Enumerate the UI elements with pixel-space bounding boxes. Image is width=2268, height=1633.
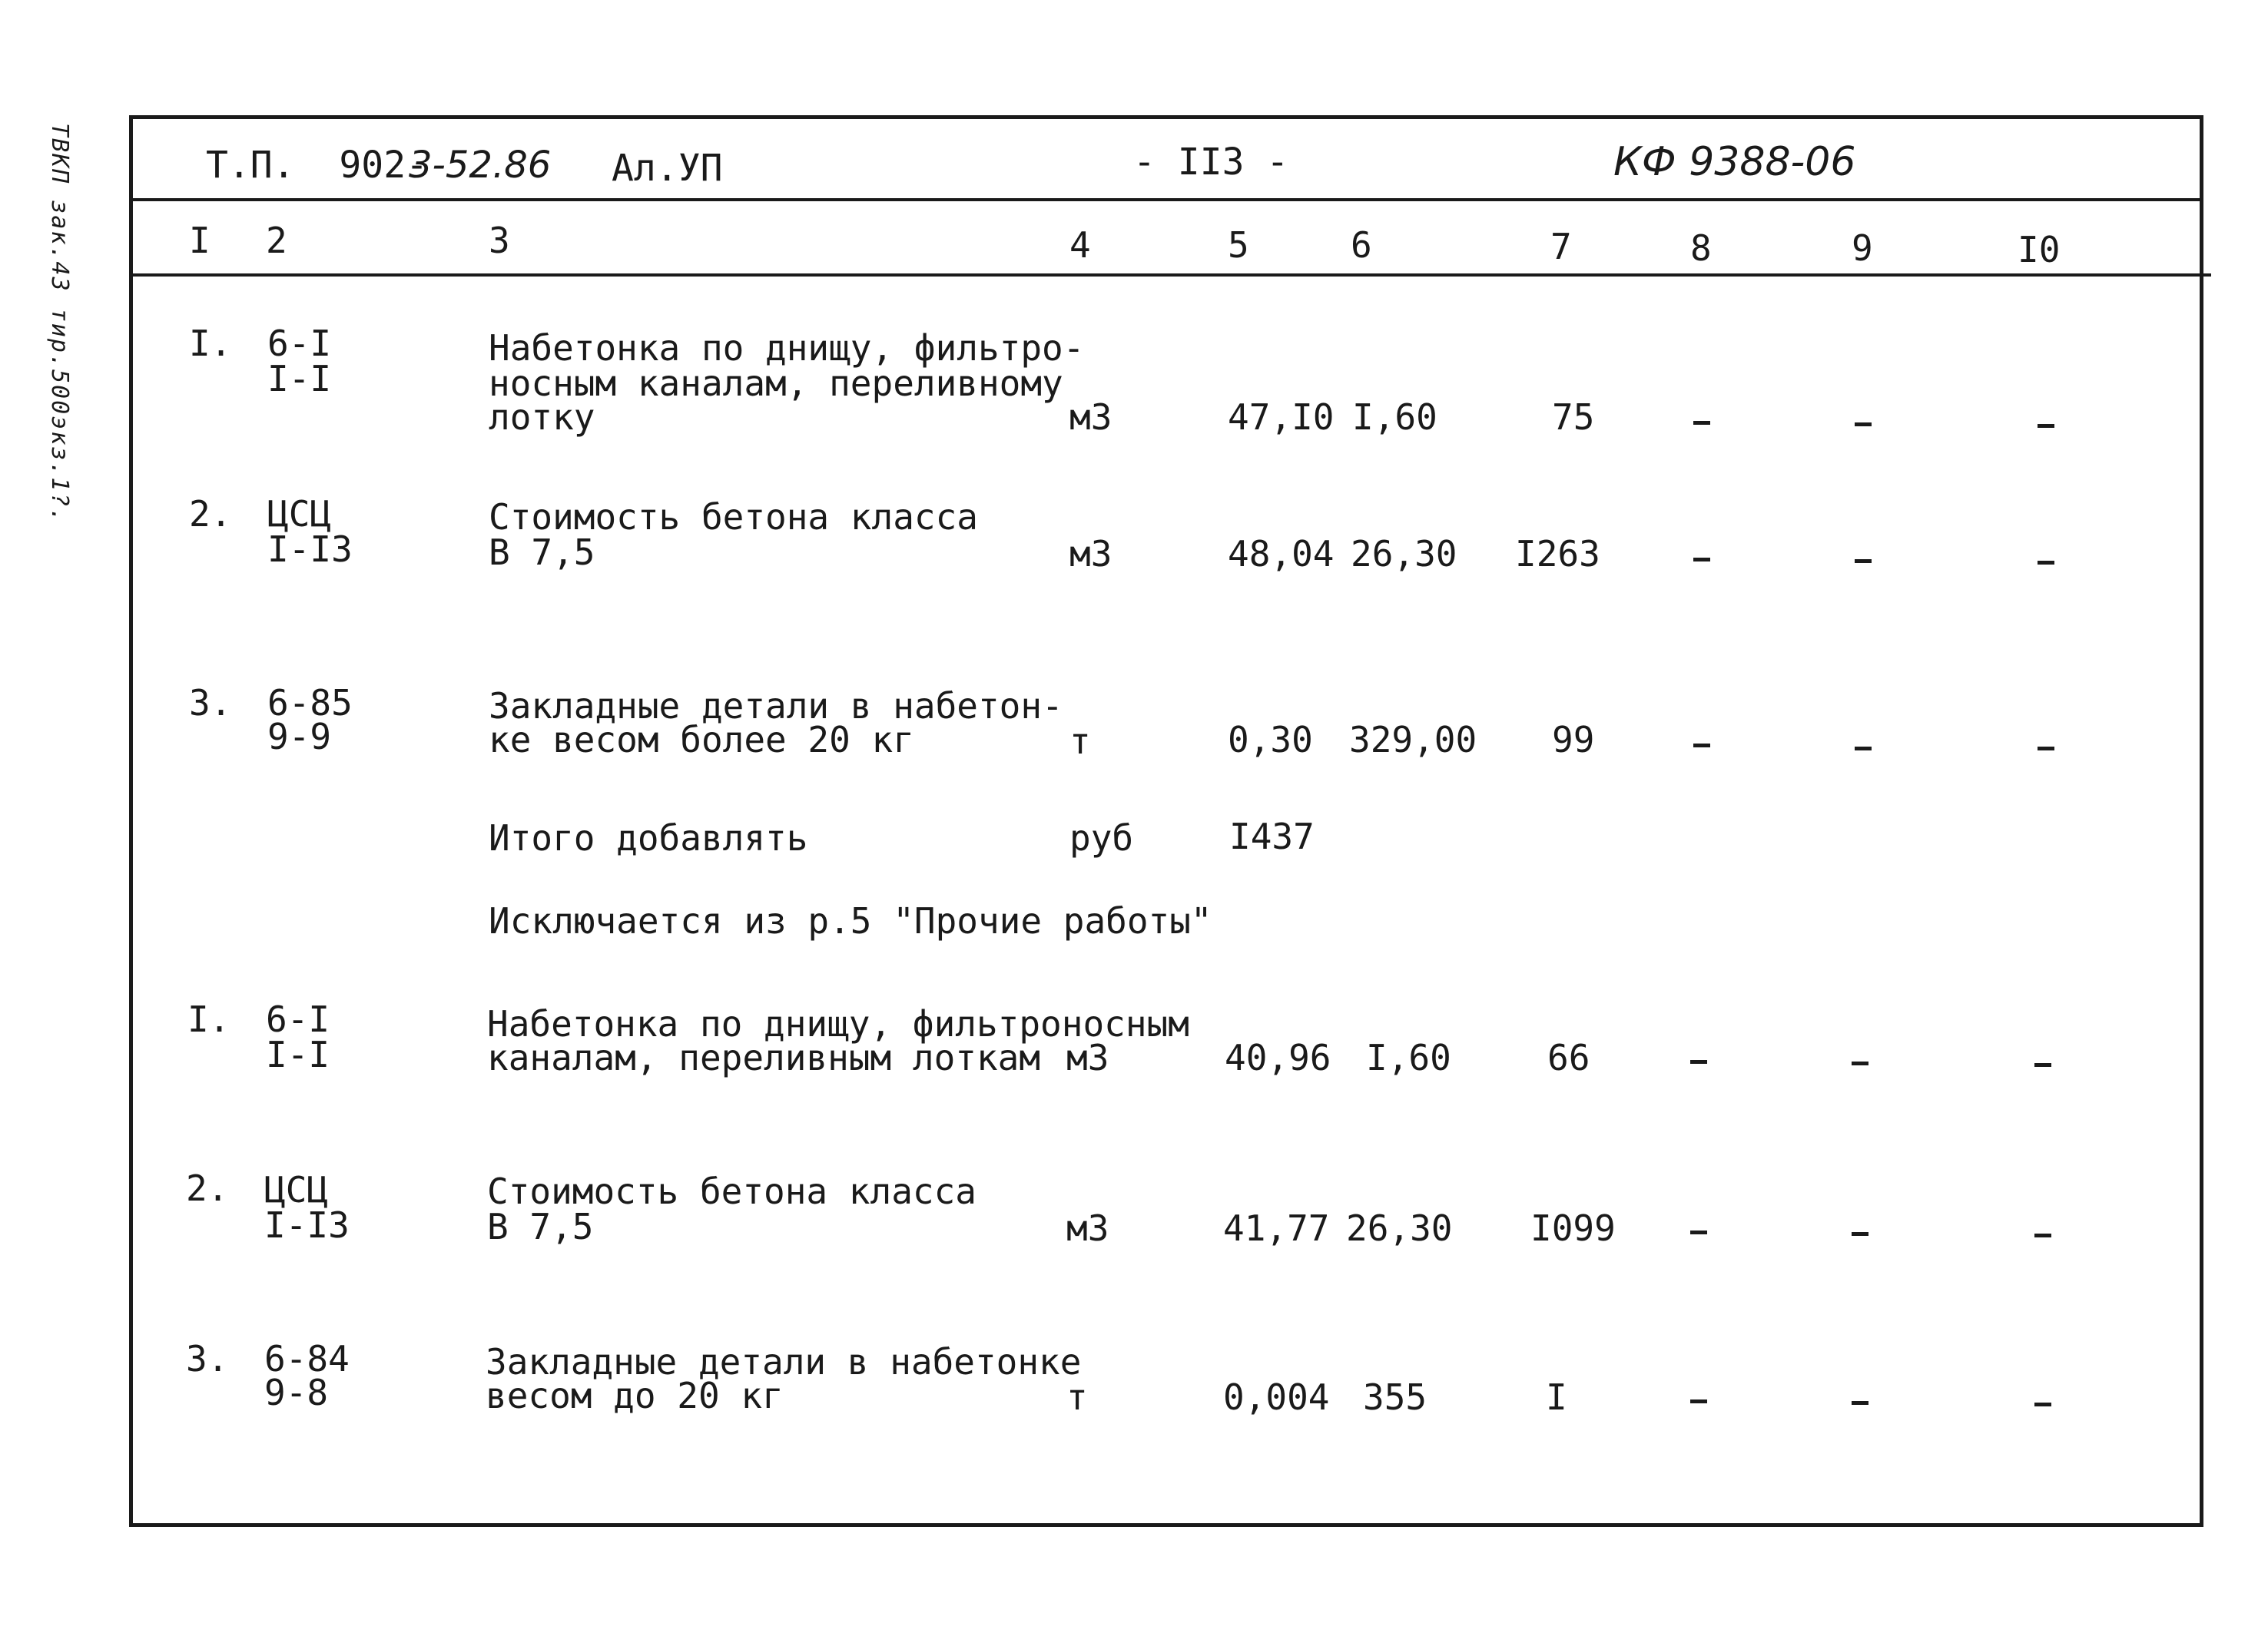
- row-col9-dash: [1855, 747, 1872, 750]
- row-col9-dash: [1852, 1232, 1868, 1236]
- row-desc-line-2: каналам, переливным лоткам: [487, 1037, 1041, 1078]
- row-quantity: 0,30: [1228, 719, 1313, 760]
- row-col10-dash: [2034, 1063, 2051, 1067]
- column-header-rule: [129, 273, 2211, 277]
- row-col9-dash: [1852, 1401, 1868, 1405]
- row-cost: 66: [1547, 1037, 1590, 1078]
- row-desc-line-1: Закладные детали в набетонке: [486, 1341, 1082, 1383]
- header-code-handwritten: 3-52.86: [409, 144, 552, 187]
- row-cost: 99: [1552, 719, 1595, 760]
- row-code-1: 6-85: [267, 682, 353, 724]
- col-header-1: I: [189, 220, 211, 261]
- total-value: I437: [1229, 816, 1315, 857]
- row-desc-line-1: Набетонка по днищу, фильтро-: [489, 327, 1085, 369]
- col-header-3: 3: [489, 220, 510, 261]
- row-price: 329,00: [1349, 719, 1477, 760]
- col-header-6: 6: [1351, 224, 1372, 266]
- header-page-number: - II3 -: [1133, 141, 1289, 184]
- row-desc-line-3: лотку: [489, 396, 595, 438]
- row-number: I.: [187, 999, 230, 1040]
- row-number: 2.: [189, 493, 232, 535]
- row-code-1: 6-I: [267, 323, 332, 364]
- row-quantity: 47,I0: [1228, 396, 1335, 438]
- row-cost: 75: [1552, 396, 1595, 438]
- header-album: Ал.УП: [612, 147, 723, 190]
- row-col10-dash: [2034, 1403, 2051, 1406]
- row-cost: I263: [1515, 533, 1600, 575]
- side-note: ТВКП зак.43 тир.500экз.1?.: [46, 123, 73, 524]
- row-col9-dash: [1852, 1062, 1868, 1065]
- row-desc-line-1: Стоимость бетона класса: [489, 496, 978, 538]
- row-unit: т: [1069, 720, 1091, 762]
- row-price: 26,30: [1346, 1207, 1453, 1249]
- row-col10-dash: [2038, 424, 2054, 428]
- row-code-2: 9-9: [267, 716, 332, 757]
- row-desc-line-1: Стоимость бетона класса: [487, 1171, 976, 1212]
- excluded-note: Исключается из р.5 "Прочие работы": [489, 900, 1212, 942]
- row-code-2: 9-8: [264, 1372, 329, 1413]
- row-col8-dash: [1693, 421, 1710, 425]
- header-tp: Т.П. 902-: [206, 144, 428, 187]
- row-code-2: I-I: [267, 358, 332, 399]
- row-cost: I: [1546, 1376, 1567, 1418]
- row-quantity: 40,96: [1225, 1037, 1331, 1078]
- row-number: 3.: [189, 682, 232, 724]
- row-unit: м3: [1069, 533, 1112, 575]
- row-col9-dash: [1855, 559, 1872, 563]
- row-col8-dash: [1690, 1231, 1707, 1234]
- col-header-4: 4: [1069, 224, 1091, 266]
- row-code-2: I-I3: [267, 528, 353, 570]
- row-col10-dash: [2038, 561, 2054, 565]
- row-code-1: ЦСЦ: [267, 493, 332, 535]
- row-desc-line-2: В 7,5: [489, 532, 595, 573]
- row-desc-line-2: носным каналам, переливному: [489, 363, 1063, 404]
- row-desc-line-2: ке весом более 20 кг: [489, 719, 914, 760]
- row-col8-dash: [1690, 1399, 1707, 1403]
- row-unit: м3: [1066, 1207, 1109, 1249]
- row-unit: м3: [1066, 1037, 1109, 1078]
- row-quantity: 48,04: [1228, 533, 1335, 575]
- row-cost: I099: [1530, 1207, 1616, 1249]
- header-doc-number: КФ 9388-06: [1613, 139, 1856, 185]
- row-unit: м3: [1069, 396, 1112, 438]
- row-desc-line-1: Закладные детали в набетон-: [489, 685, 1063, 727]
- row-col10-dash: [2038, 747, 2054, 750]
- row-code-1: 6-I: [266, 999, 330, 1040]
- row-code-1: ЦСЦ: [264, 1169, 329, 1211]
- row-desc-line-2: весом до 20 кг: [486, 1375, 784, 1416]
- row-unit: т: [1066, 1376, 1088, 1418]
- col-header-8: 8: [1690, 227, 1712, 269]
- header-rule: [129, 198, 2203, 201]
- row-desc-line-2: В 7,5: [487, 1206, 594, 1247]
- col-header-10: I0: [2018, 229, 2061, 270]
- row-code-2: I-I: [266, 1034, 330, 1075]
- col-header-7: 7: [1550, 226, 1572, 267]
- col-header-9: 9: [1852, 227, 1873, 269]
- row-number: 3.: [186, 1338, 229, 1380]
- row-code-1: 6-84: [264, 1338, 350, 1380]
- row-col8-dash: [1693, 744, 1710, 747]
- document-frame: [129, 115, 2203, 1527]
- col-header-2: 2: [266, 220, 287, 261]
- total-unit: руб: [1069, 817, 1134, 859]
- row-col9-dash: [1855, 422, 1872, 426]
- row-number: 2.: [186, 1168, 229, 1209]
- col-header-5: 5: [1228, 224, 1249, 266]
- row-desc-line-1: Набетонка по днищу, фильтроносным: [487, 1003, 1189, 1045]
- row-quantity: 0,004: [1223, 1376, 1330, 1418]
- row-price: 355: [1363, 1376, 1427, 1418]
- row-code-2: I-I3: [264, 1204, 350, 1246]
- row-quantity: 41,77: [1223, 1207, 1330, 1249]
- total-label: Итого добавлять: [489, 817, 808, 859]
- row-price: I,60: [1366, 1037, 1451, 1078]
- row-price: I,60: [1352, 396, 1437, 438]
- row-col8-dash: [1690, 1060, 1707, 1064]
- row-col10-dash: [2034, 1234, 2051, 1237]
- row-number: I.: [189, 323, 232, 364]
- row-price: 26,30: [1351, 533, 1457, 575]
- row-col8-dash: [1693, 558, 1710, 561]
